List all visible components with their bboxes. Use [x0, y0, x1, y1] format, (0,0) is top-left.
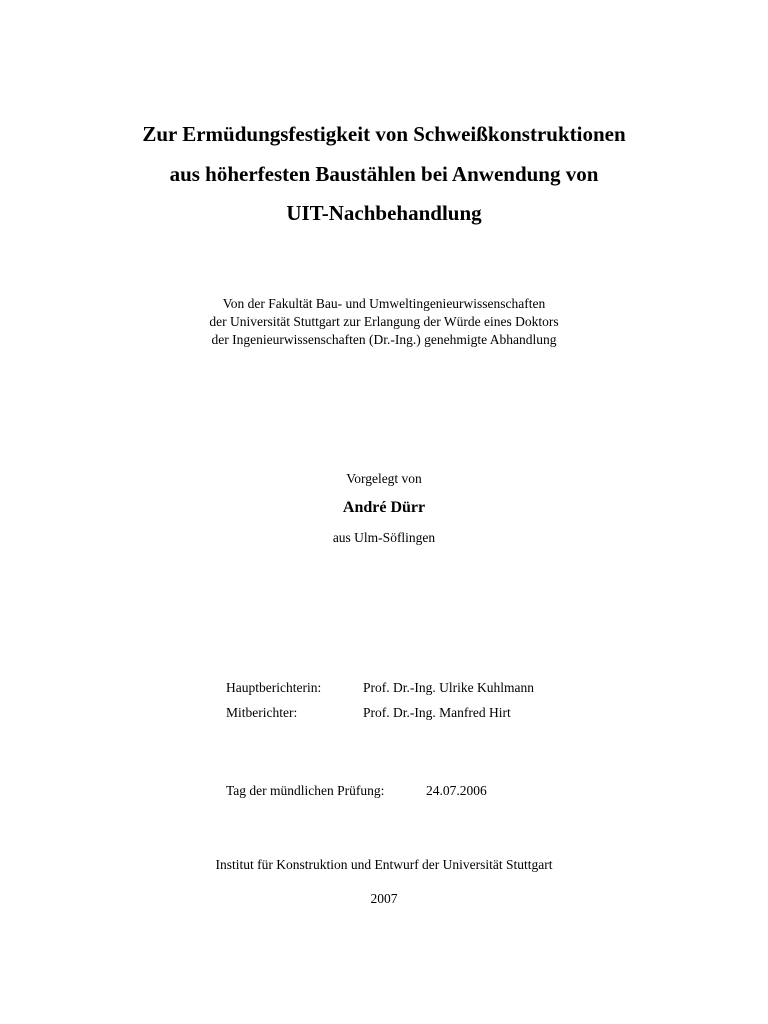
reviewer-name-co: Prof. Dr.-Ing. Manfred Hirt	[363, 705, 511, 720]
publication-year: 2007	[370, 891, 398, 906]
exam-date-label: Tag der mündlichen Prüfung:	[226, 783, 385, 798]
presented-by-label: Vorgelegt von	[346, 471, 422, 486]
institute: Institut für Konstruktion und Entwurf der Universität Stuttgart	[215, 857, 553, 872]
subtitle-line-3: der Ingenieurwissenschaften (Dr.-Ing.) genehmigte Abhandlung	[211, 332, 557, 347]
subtitle-line-2: der Universität Stuttgart zur Erlangung der Würde eines Doktors	[209, 314, 559, 329]
reviewer-role-main: Hauptberichterin:	[226, 680, 322, 695]
reviewer-name-main: Prof. Dr.-Ing. Ulrike Kuhlmann	[363, 680, 534, 695]
reviewer-role-co: Mitberichter:	[226, 705, 298, 720]
author-origin: aus Ulm-Söflingen	[332, 530, 436, 545]
author-name: André Dürr	[342, 499, 426, 516]
exam-date-value: 24.07.2006	[426, 783, 487, 798]
title-line-3: UIT-Nachbehandlung	[286, 201, 482, 225]
title-line-2: aus höherfesten Baustählen bei Anwendung von	[169, 162, 599, 186]
subtitle-line-1: Von der Fakultät Bau- und Umweltingenieurwissenschaften	[222, 296, 546, 311]
title-line-1: Zur Ermüdungsfestigkeit von Schweißkonstruktionen	[142, 122, 626, 146]
